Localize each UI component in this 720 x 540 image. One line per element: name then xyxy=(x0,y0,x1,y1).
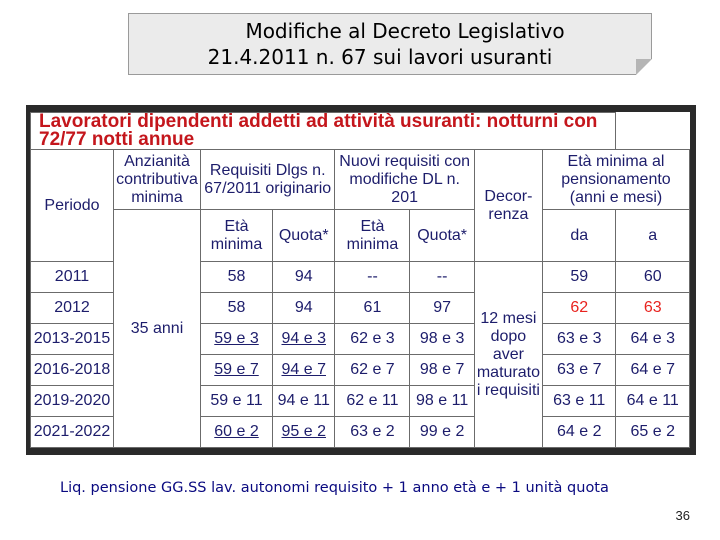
table-container xyxy=(30,112,690,448)
slide-title xyxy=(128,13,652,75)
col-eta-pensionamento: Età minima al pensionamento (anni e mesi) xyxy=(542,150,689,210)
table-header: Lavoratori dipendenti addetti ad attività usuranti: notturni con 72/77 notti annue xyxy=(31,113,616,150)
table-cell: 62 e 3 xyxy=(335,324,410,355)
table-cell: 98 e 3 xyxy=(410,324,474,355)
anzianita-35: 35 anni xyxy=(114,210,201,448)
table-cell: 94 xyxy=(273,293,335,324)
sub-eta-1: Età minima xyxy=(201,210,273,262)
col-decorrenza: Decor- renza xyxy=(474,150,542,262)
table-cell: 64 e 7 xyxy=(616,355,690,386)
table-row-periodo: 2016-2018 xyxy=(31,355,114,386)
table-row-periodo: 2021-2022 xyxy=(31,417,114,448)
table-cell: 60 xyxy=(616,262,690,293)
table-row-periodo: 2019-2020 xyxy=(31,386,114,417)
page-fold-corner xyxy=(636,59,652,75)
table-cell: 94 e 3 xyxy=(273,324,335,355)
page-number: 36 xyxy=(675,508,690,523)
table-cell: 94 e 7 xyxy=(273,355,335,386)
table-cell: 94 xyxy=(273,262,335,293)
table-image-frame xyxy=(26,105,696,455)
table-cell: 62 e 7 xyxy=(335,355,410,386)
table-cell: 64 e 11 xyxy=(616,386,690,417)
table-cell: 63 e 3 xyxy=(542,324,615,355)
table-cell: 64 e 2 xyxy=(542,417,615,448)
footer-note: Liq. pensione GG.SS lav. autonomi requisito + 1 anno età e + 1 unità quota xyxy=(60,480,609,496)
table-row-periodo: 2013-2015 xyxy=(31,324,114,355)
table-cell: 59 e 11 xyxy=(201,386,273,417)
sub-a: a xyxy=(616,210,690,262)
table-cell: -- xyxy=(335,262,410,293)
table-cell: 98 e 11 xyxy=(410,386,474,417)
col-anzianita: Anzianità contributiva minima xyxy=(114,150,201,210)
sub-quota-2: Quota* xyxy=(410,210,474,262)
col-requisiti: Requisiti Dlgs n. 67/2011 originario xyxy=(201,150,335,210)
table-cell: 94 e 11 xyxy=(273,386,335,417)
decorrenza-cell: 12 mesi dopo aver maturato i requisiti xyxy=(474,262,542,448)
table-cell: 59 e 7 xyxy=(201,355,273,386)
table-cell: 59 xyxy=(542,262,615,293)
sub-quota-1: Quota* xyxy=(273,210,335,262)
title-line-2: 21.4.2011 n. 67 sui lavori usuranti xyxy=(207,45,553,69)
sub-da: da xyxy=(542,210,615,262)
col-periodo: Periodo xyxy=(31,150,114,262)
table-cell: 98 e 7 xyxy=(410,355,474,386)
table-cell: 59 e 3 xyxy=(201,324,273,355)
sub-eta-2: Età minima xyxy=(335,210,410,262)
table-row-periodo: 2011 xyxy=(31,262,114,293)
table-row-periodo: 2012 xyxy=(31,293,114,324)
table-cell: 61 xyxy=(335,293,410,324)
table-cell: 58 xyxy=(201,293,273,324)
table-cell: 62 e 11 xyxy=(335,386,410,417)
table-cell: 63 e 7 xyxy=(542,355,615,386)
table-cell: 63 e 2 xyxy=(335,417,410,448)
table-cell: 64 e 3 xyxy=(616,324,690,355)
table-cell: 58 xyxy=(201,262,273,293)
table-cell: 63 e 11 xyxy=(542,386,615,417)
col-nuovi: Nuovi requisiti con modifiche DL n. 201 xyxy=(335,150,474,210)
table-cell-highlight: 62 xyxy=(542,293,615,324)
table-cell: 99 e 2 xyxy=(410,417,474,448)
table-cell: 97 xyxy=(410,293,474,324)
table-cell: 65 e 2 xyxy=(616,417,690,448)
table-cell: -- xyxy=(410,262,474,293)
table-cell-highlight: 63 xyxy=(616,293,690,324)
table-cell: 95 e 2 xyxy=(273,417,335,448)
requirements-table xyxy=(30,112,690,448)
table-cell: 60 e 2 xyxy=(201,417,273,448)
title-line-1: Modifiche al Decreto Legislativo xyxy=(245,19,565,43)
